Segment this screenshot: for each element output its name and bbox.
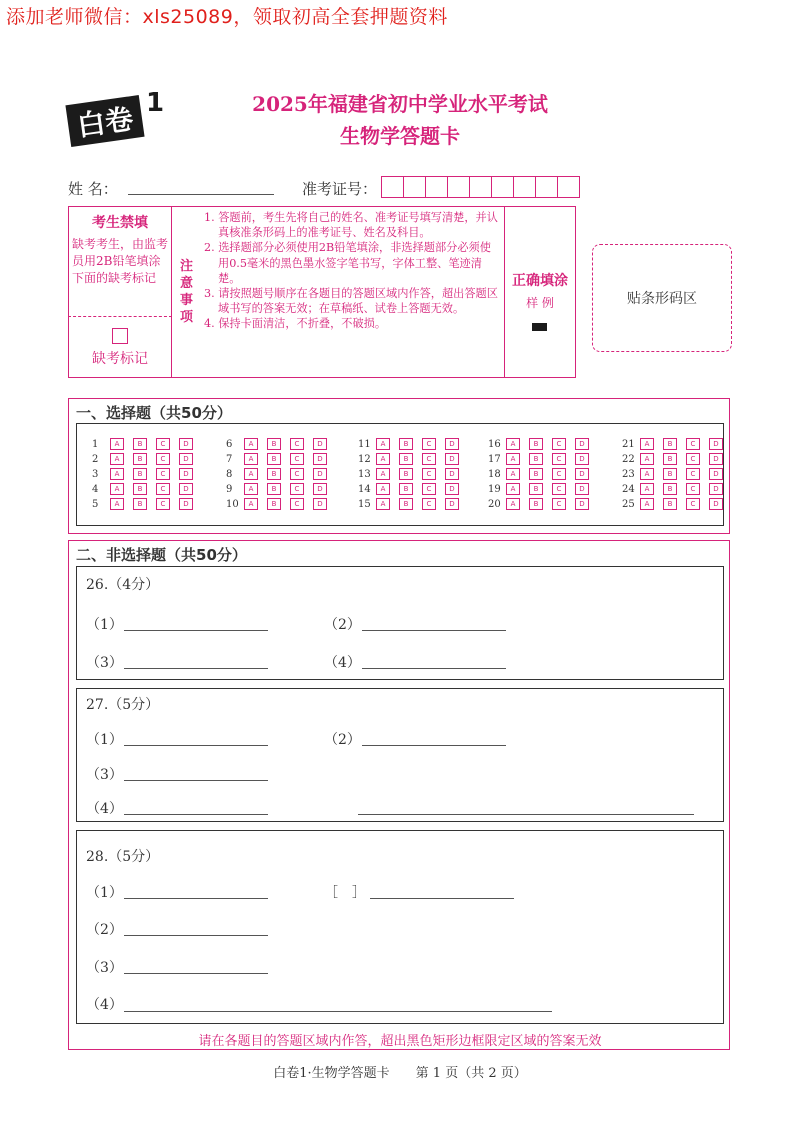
mc-option-bubble[interactable]: B (267, 498, 281, 510)
mc-question-number: 15 (358, 498, 371, 510)
mc-question-number: 12 (358, 453, 371, 465)
mc-option-bubble[interactable]: B (399, 453, 413, 465)
mc-option-bubble[interactable]: C (290, 498, 304, 510)
mc-question-row (92, 483, 202, 495)
mc-option-bubble[interactable]: C (686, 438, 700, 450)
mc-question-row (622, 453, 732, 465)
mc-option-bubble[interactable]: D (445, 468, 459, 480)
absent-split (68, 316, 172, 317)
mc-question-row (226, 498, 336, 510)
mc-option-bubble[interactable]: A (244, 438, 258, 450)
mc-question-number: 18 (488, 468, 501, 480)
mc-option-bubble[interactable]: A (506, 468, 520, 480)
mc-option-bubble[interactable]: B (133, 468, 147, 480)
mc-option-bubble[interactable]: C (422, 483, 436, 495)
mc-option-bubble[interactable]: D (575, 453, 589, 465)
mc-option-bubble[interactable]: C (686, 483, 700, 495)
mc-option-bubble[interactable]: A (110, 453, 124, 465)
q28-bracket-line[interactable] (370, 898, 514, 899)
mc-question-row (488, 498, 598, 510)
q28-part4-label: （4） (86, 997, 123, 1013)
mc-question-number: 22 (622, 453, 635, 465)
q27-title: 27.（5分） (86, 697, 160, 713)
mc-option-bubble[interactable]: B (663, 498, 677, 510)
q28-part2-line[interactable] (124, 935, 268, 936)
mc-option-bubble[interactable]: A (640, 438, 654, 450)
mc-option-bubble[interactable]: D (179, 438, 193, 450)
mc-option-bubble[interactable]: A (244, 483, 258, 495)
section1-title: 一、选择题（共50分） (76, 404, 232, 422)
mc-option-bubble[interactable]: D (179, 498, 193, 510)
mc-option-bubble[interactable]: D (445, 453, 459, 465)
mc-question-row (622, 438, 732, 450)
mc-question-row (226, 453, 336, 465)
mc-question-number: 1 (92, 438, 99, 450)
mc-option-bubble[interactable]: A (376, 468, 390, 480)
mc-option-bubble[interactable]: D (445, 438, 459, 450)
mc-option-bubble[interactable]: D (313, 483, 327, 495)
mc-question-number: 23 (622, 468, 635, 480)
mc-option-bubble[interactable]: A (110, 438, 124, 450)
mc-option-bubble[interactable]: A (506, 498, 520, 510)
mc-option-bubble[interactable]: D (709, 498, 723, 510)
mc-option-bubble[interactable]: C (552, 438, 566, 450)
absent-text: 缺考考生，由监考员用2B铅笔填涂下面的缺考标记 (72, 237, 169, 285)
mc-option-bubble[interactable]: A (640, 453, 654, 465)
notice-list (204, 210, 502, 332)
mc-option-bubble[interactable]: D (179, 483, 193, 495)
mc-option-bubble[interactable]: C (686, 498, 700, 510)
absent-title: 考生禁填 (92, 215, 148, 231)
mc-option-bubble[interactable]: A (506, 453, 520, 465)
q28-part2-label: （2） (86, 922, 123, 938)
mc-option-bubble[interactable]: D (179, 468, 193, 480)
mc-option-bubble[interactable]: A (110, 498, 124, 510)
mc-option-bubble[interactable]: C (290, 468, 304, 480)
mc-option-bubble[interactable]: A (376, 453, 390, 465)
mc-option-bubble[interactable]: A (244, 468, 258, 480)
mc-question-row (488, 483, 598, 495)
mc-option-bubble[interactable]: C (156, 498, 170, 510)
mc-option-bubble[interactable]: C (156, 468, 170, 480)
q26-title: 26.（4分） (86, 577, 160, 593)
mc-option-bubble[interactable]: C (156, 453, 170, 465)
mc-option-bubble[interactable]: B (267, 453, 281, 465)
mc-question-row (622, 483, 732, 495)
mc-option-bubble[interactable]: B (663, 438, 677, 450)
q28-part3-line[interactable] (124, 973, 268, 974)
q28-part3-label: （3） (86, 960, 123, 976)
mc-option-bubble[interactable]: C (422, 438, 436, 450)
q26-part2-line[interactable] (362, 630, 506, 631)
mc-option-bubble[interactable]: B (529, 468, 543, 480)
mc-question-row (488, 438, 598, 450)
mc-question-number: 2 (92, 453, 99, 465)
mc-option-bubble[interactable]: C (552, 453, 566, 465)
mc-option-bubble[interactable]: D (313, 453, 327, 465)
mc-option-bubble[interactable]: A (244, 498, 258, 510)
mc-option-bubble[interactable]: D (179, 453, 193, 465)
mc-option-bubble[interactable]: A (376, 483, 390, 495)
q26-part4-line[interactable] (362, 668, 506, 669)
mc-question-row (358, 453, 468, 465)
q26-part4-label: （4） (324, 655, 361, 671)
mc-option-bubble[interactable]: C (686, 453, 700, 465)
mc-option-bubble[interactable]: B (133, 498, 147, 510)
absent-mark-label: 缺考标记 (92, 351, 148, 367)
mc-question-row (92, 453, 202, 465)
q27-part1-label: （1） (86, 732, 123, 748)
page-info: 白卷1·生物学答题卡 第 1 页（共 2 页） (273, 1066, 527, 1081)
mc-question-number: 16 (488, 438, 501, 450)
mc-option-bubble[interactable]: C (290, 453, 304, 465)
sample-title: 正确填涂 (512, 273, 568, 289)
mc-question-number: 14 (358, 483, 371, 495)
mc-option-bubble[interactable]: B (133, 438, 147, 450)
q27-part2-label: （2） (324, 732, 361, 748)
mc-option-bubble[interactable]: B (399, 498, 413, 510)
mc-option-bubble[interactable]: B (663, 453, 677, 465)
mc-question-row (358, 483, 468, 495)
notice-item: 1. 答题前，考生先将自己的姓名、准考证号填写清楚，并认真核准条形码上的准考证号、姓名及科目。 (204, 211, 498, 240)
mc-option-bubble[interactable]: D (709, 438, 723, 450)
mc-question-number: 4 (92, 483, 99, 495)
q27-part3-line[interactable] (124, 780, 268, 781)
mc-option-bubble[interactable]: C (290, 483, 304, 495)
mc-option-bubble[interactable]: A (640, 483, 654, 495)
mc-option-bubble[interactable]: A (244, 453, 258, 465)
q28-title: 28.（5分） (86, 849, 160, 865)
section2-title: 二、非选择题（共50分） (76, 546, 247, 564)
mc-question-number: 3 (92, 468, 99, 480)
card-title: 生物学答题卡 (340, 124, 460, 148)
mc-question-row (92, 438, 202, 450)
mc-question-row (92, 468, 202, 480)
mc-option-bubble[interactable]: B (529, 498, 543, 510)
paper-badge-number: 1 (146, 88, 165, 118)
mc-question-number: 25 (622, 498, 635, 510)
mc-option-bubble[interactable]: B (133, 483, 147, 495)
barcode-label: 贴条形码区 (627, 291, 697, 307)
mc-option-bubble[interactable]: C (422, 468, 436, 480)
mc-option-bubble[interactable]: D (313, 438, 327, 450)
mc-option-bubble[interactable]: C (422, 453, 436, 465)
mc-option-bubble[interactable]: D (575, 483, 589, 495)
mc-option-bubble[interactable]: B (399, 483, 413, 495)
mc-option-bubble[interactable]: C (156, 483, 170, 495)
q27-box (76, 688, 724, 822)
mc-option-bubble[interactable]: B (133, 453, 147, 465)
mc-question-row (226, 468, 336, 480)
mc-option-bubble[interactable]: A (640, 498, 654, 510)
mc-option-bubble[interactable]: C (290, 438, 304, 450)
name-label: 姓 名： (68, 180, 118, 198)
q28-part1-label: （1） (86, 885, 123, 901)
mc-question-row (622, 468, 732, 480)
mc-question-row (226, 438, 336, 450)
mc-option-bubble[interactable]: B (663, 483, 677, 495)
mc-question-number: 24 (622, 483, 635, 495)
mc-question-row (488, 468, 598, 480)
mc-question-number: 19 (488, 483, 501, 495)
q27-part4-line-extra[interactable] (358, 814, 694, 815)
mc-option-bubble[interactable]: D (445, 498, 459, 510)
mc-option-bubble[interactable]: B (663, 468, 677, 480)
mc-option-bubble[interactable]: A (110, 483, 124, 495)
mc-question-row (358, 438, 468, 450)
mc-option-bubble[interactable]: A (376, 498, 390, 510)
mc-question-row (226, 483, 336, 495)
sample-label: 样 例 (526, 296, 554, 310)
q27-part4-label: （4） (86, 801, 123, 817)
mc-question-row (92, 498, 202, 510)
mc-option-bubble[interactable]: A (506, 483, 520, 495)
q27-part4-line[interactable] (124, 814, 268, 815)
mc-option-bubble[interactable]: B (529, 483, 543, 495)
paper-badge: 白卷 (65, 95, 144, 147)
q26-part1-label: （1） (86, 617, 123, 633)
absent-checkbox[interactable] (112, 328, 128, 344)
mc-question-number: 11 (358, 438, 371, 450)
mc-option-bubble[interactable]: A (506, 438, 520, 450)
mc-option-bubble[interactable]: D (709, 468, 723, 480)
mc-option-bubble[interactable]: A (376, 438, 390, 450)
notice-item: 4. 保持卡面清洁，不折叠，不破损。 (204, 317, 387, 331)
mc-option-bubble[interactable]: B (267, 438, 281, 450)
mc-option-bubble[interactable]: B (267, 468, 281, 480)
mc-option-bubble[interactable]: A (110, 468, 124, 480)
mc-option-bubble[interactable]: C (156, 438, 170, 450)
q27-part3-label: （3） (86, 767, 123, 783)
q26-part3-label: （3） (86, 655, 123, 671)
mc-option-bubble[interactable]: C (552, 498, 566, 510)
name-field[interactable] (128, 194, 274, 195)
barcode-area (592, 244, 732, 352)
mc-option-bubble[interactable]: C (552, 468, 566, 480)
mc-option-bubble[interactable]: D (575, 498, 589, 510)
q27-part2-line[interactable] (362, 745, 506, 746)
mc-question-number: 10 (226, 498, 239, 510)
mc-option-bubble[interactable]: D (709, 453, 723, 465)
id-number-boxes[interactable] (382, 176, 580, 198)
mc-question-row (622, 498, 732, 510)
mc-question-number: 7 (226, 453, 233, 465)
mc-question-row (358, 468, 468, 480)
q28-part4-line[interactable] (124, 1011, 552, 1012)
mc-option-bubble[interactable]: C (422, 498, 436, 510)
mc-question-row (358, 498, 468, 510)
mc-option-bubble[interactable]: A (640, 468, 654, 480)
mc-option-bubble[interactable]: D (445, 483, 459, 495)
q26-part3-line[interactable] (124, 668, 268, 669)
q27-part1-line[interactable] (124, 745, 268, 746)
mc-option-bubble[interactable]: B (399, 438, 413, 450)
mc-option-bubble[interactable]: B (529, 453, 543, 465)
mc-option-bubble[interactable]: C (552, 483, 566, 495)
mc-question-row (488, 453, 598, 465)
mc-option-bubble[interactable]: B (267, 483, 281, 495)
footer-note: 请在各题目的答题区域内作答，超出黑色矩形边框限定区域的答案无效 (198, 1034, 602, 1049)
q26-part2-label: （2） (324, 617, 361, 633)
notice-label: 注意事项 (180, 259, 194, 325)
notice-item: 2. 选择题部分必须使用2B铅笔填涂，非选择题部分必须使用0.5毫米的黑色墨水签字笔书写，字体工整、笔迹清楚。 (204, 241, 491, 285)
mc-question-number: 13 (358, 468, 371, 480)
sample-divider (504, 206, 576, 378)
mc-question-number: 6 (226, 438, 233, 450)
id-label: 准考证号： (302, 180, 378, 198)
q28-bracket[interactable]: ［ ］ (324, 885, 366, 901)
mc-option-bubble[interactable]: D (313, 498, 327, 510)
q28-box (76, 830, 724, 1024)
sample-fill-mark (532, 323, 547, 331)
mc-option-bubble[interactable]: D (575, 468, 589, 480)
mc-question-number: 20 (488, 498, 501, 510)
exam-title: 2025年福建省初中学业水平考试 (252, 92, 548, 116)
mc-question-number: 5 (92, 498, 99, 510)
mc-question-number: 8 (226, 468, 233, 480)
mc-option-bubble[interactable]: B (399, 468, 413, 480)
mc-question-number: 17 (488, 453, 501, 465)
mc-option-bubble[interactable]: D (575, 438, 589, 450)
mc-option-bubble[interactable]: D (313, 468, 327, 480)
notice-item: 3. 请按照题号顺序在各题目的答题区域内作答，超出答题区域书写的答案无效；在草稿纸、试卷上答题无效。 (204, 287, 498, 316)
q26-part1-line[interactable] (124, 630, 268, 631)
q28-part1-line[interactable] (124, 898, 268, 899)
mc-option-bubble[interactable]: B (529, 438, 543, 450)
mc-question-number: 9 (226, 483, 233, 495)
mc-option-bubble[interactable]: C (686, 468, 700, 480)
q26-box (76, 566, 724, 680)
promo-banner: 添加老师微信：xls25089，领取初高全套押题资料 (6, 6, 448, 28)
mc-option-bubble[interactable]: D (709, 483, 723, 495)
mc-question-number: 21 (622, 438, 635, 450)
